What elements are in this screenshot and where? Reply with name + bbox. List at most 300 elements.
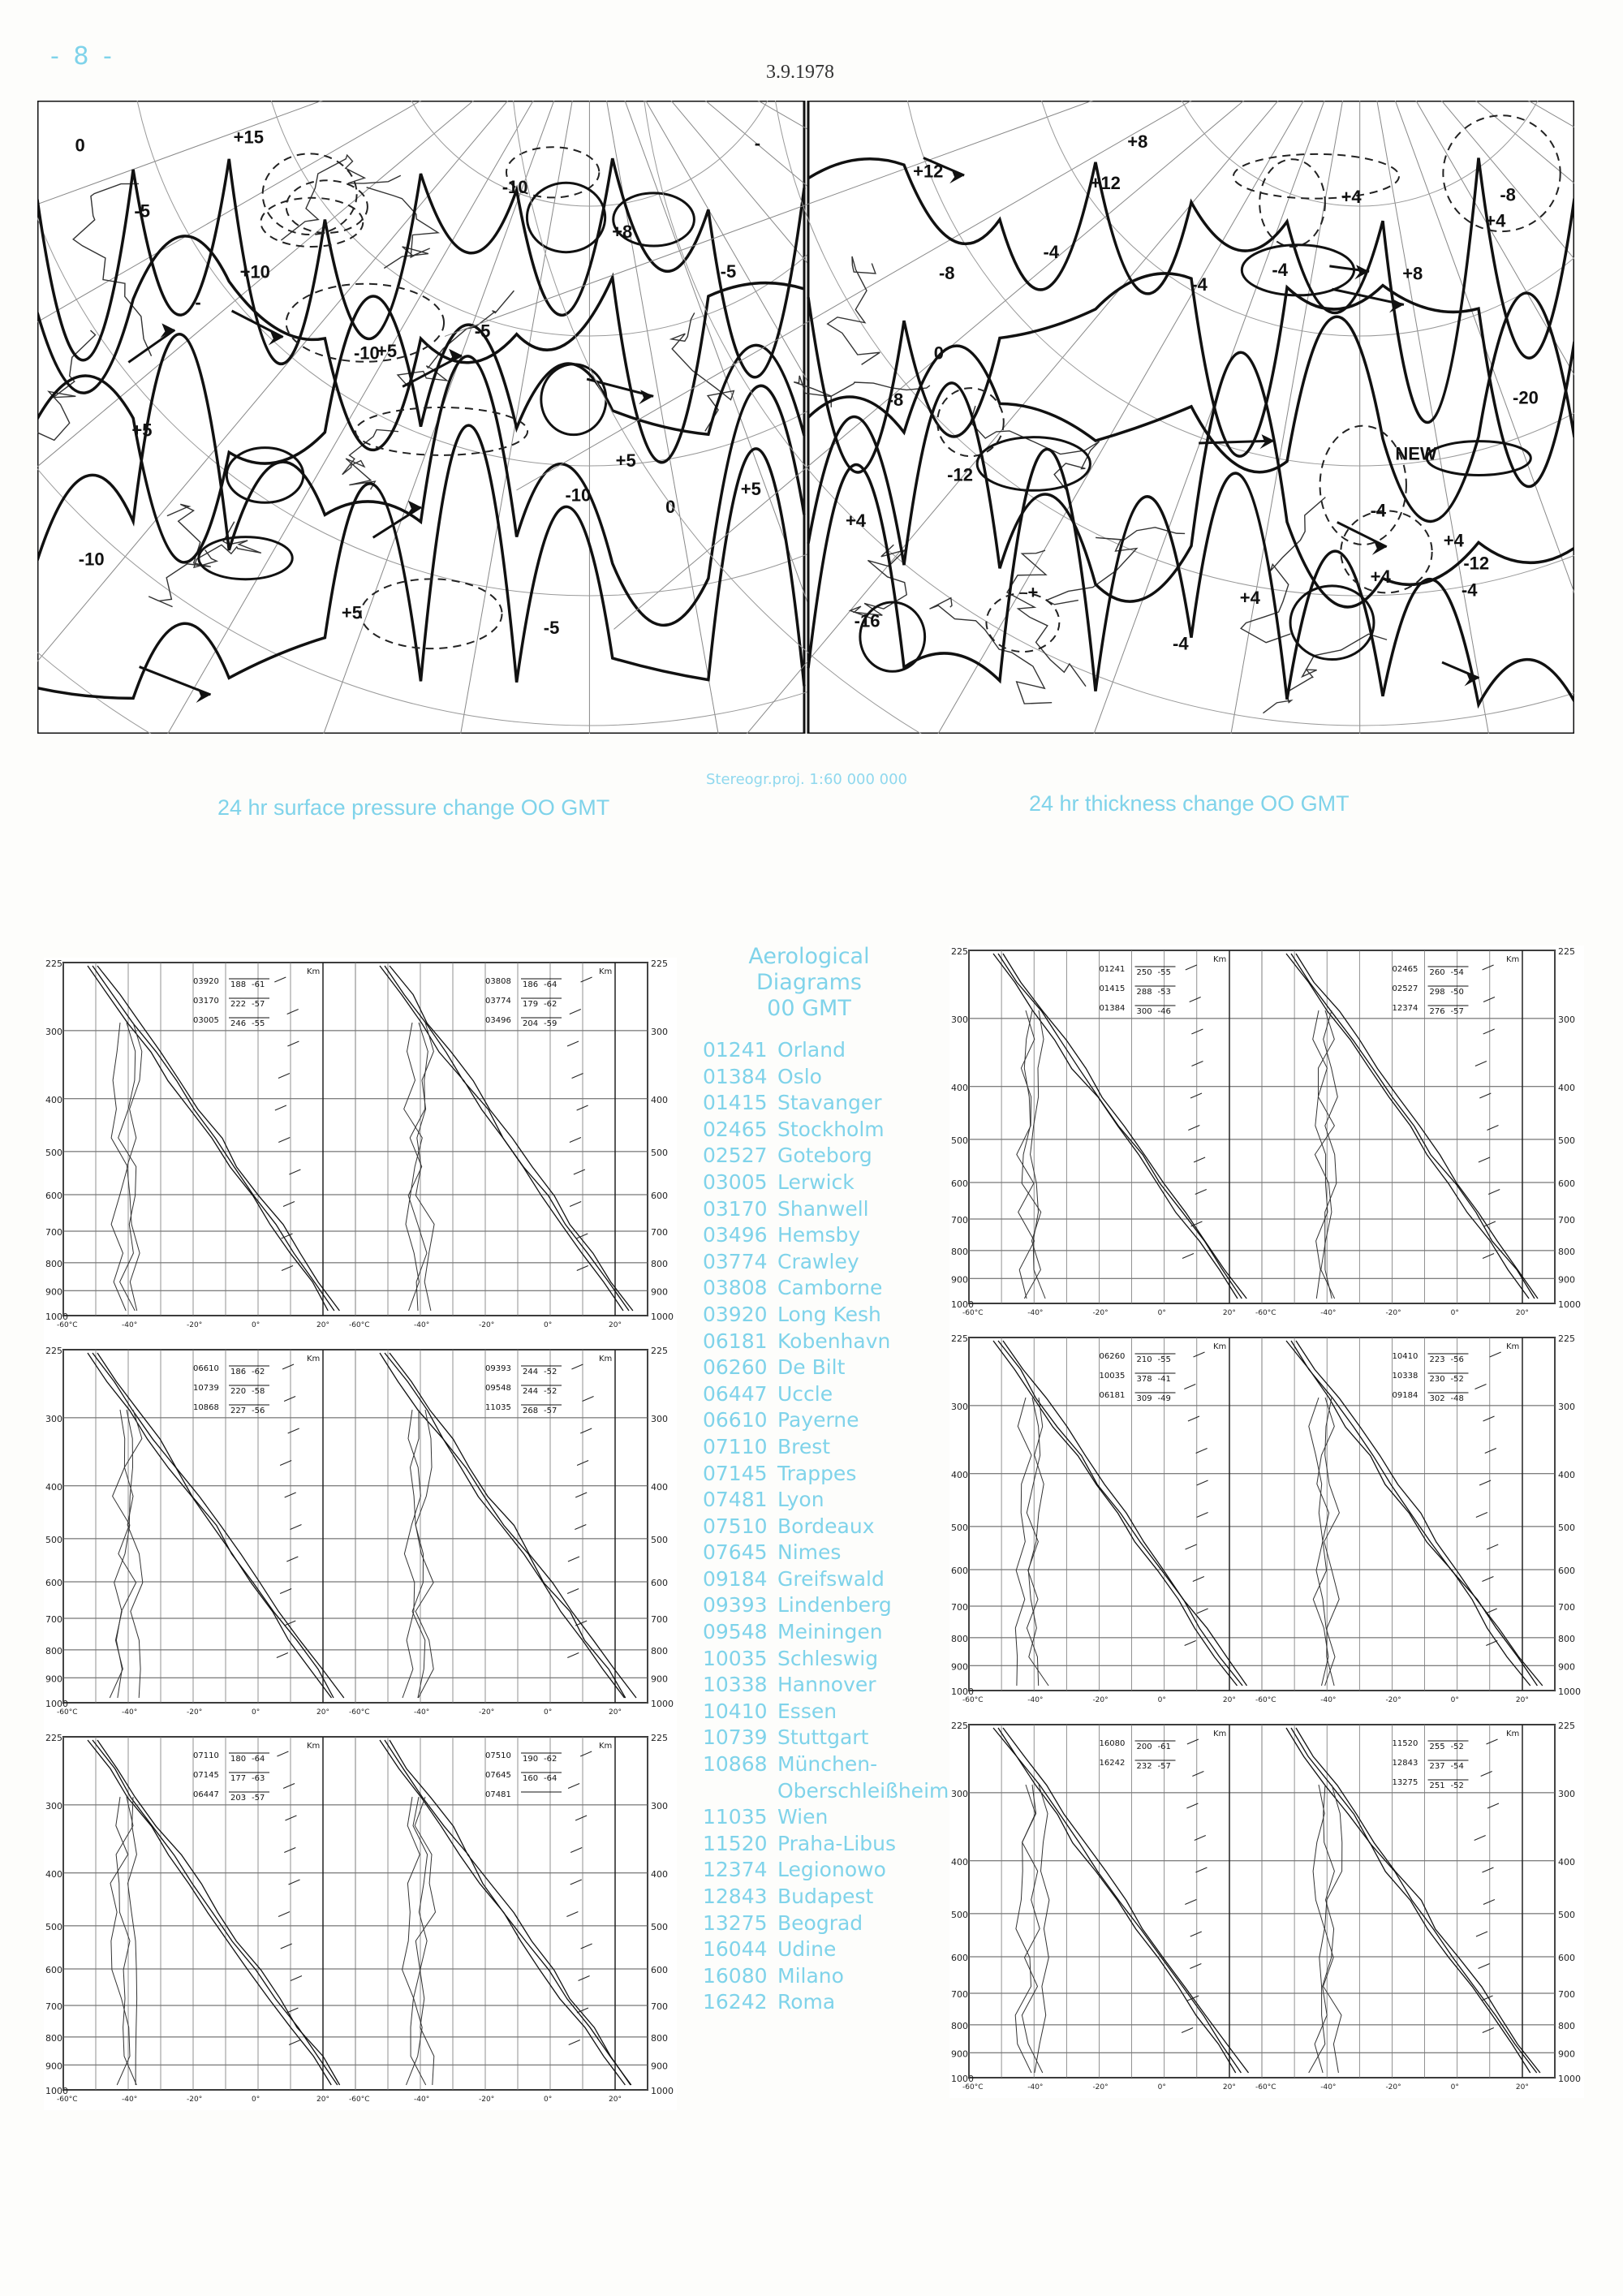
legend-height: 200 (1136, 1742, 1152, 1751)
pressure-label-left: 700 (951, 1601, 968, 1613)
isoline-label: -10 (353, 342, 380, 364)
legend-temp: -59 (544, 1019, 558, 1028)
km-label: Km (599, 1355, 613, 1363)
station-code: 06447 (703, 1381, 768, 1406)
temperature-tick: 0° (544, 2096, 553, 2104)
station-code: 03808 (703, 1276, 768, 1300)
station-name: Nimes (777, 1540, 842, 1565)
station-code: 07145 (703, 1461, 768, 1485)
km-label: Km (1506, 1342, 1520, 1351)
legend-height: 250 (1136, 968, 1152, 977)
temperature-tick: 20° (609, 1708, 622, 1717)
station-name: De Bilt (777, 1355, 846, 1380)
temperature-tick: -20° (1385, 2083, 1401, 2091)
pressure-label-right: 800 (1558, 1633, 1575, 1644)
temperature-tick: 0° (544, 1708, 553, 1717)
legend-temp: -52 (544, 1387, 558, 1396)
pressure-label-right: 300 (1558, 1788, 1575, 1799)
legend-temp: -55 (1157, 968, 1171, 977)
station-name: Oslo (777, 1064, 822, 1088)
aerological-diagrams-right (949, 946, 1584, 2098)
temperature-tick: -40° (122, 1321, 138, 1329)
isoline-label: -4 (1461, 579, 1478, 601)
station-code (703, 1778, 777, 1805)
temperature-tick: -60°C (962, 2083, 984, 2091)
legend-station-code: 03808 (485, 977, 511, 986)
isoline-label: +4 (1370, 566, 1391, 588)
pressure-label-left: 600 (45, 1578, 62, 1589)
station-code: 10868 (703, 1752, 768, 1777)
pressure-label-right: 300 (651, 1800, 668, 1811)
station-name: Legionowo (777, 1858, 886, 1882)
station-name: Stavanger (777, 1091, 882, 1115)
sounding-panel (951, 1333, 1581, 1704)
station-row (703, 1275, 949, 1302)
pressure-label-left: 500 (45, 1534, 62, 1545)
pressure-label-left: 400 (45, 1868, 62, 1880)
station-name: Shanwell (777, 1196, 869, 1221)
pressure-label-right: 1000 (1558, 1299, 1581, 1310)
sounding-panel (951, 946, 1581, 1317)
legend-temp: -58 (252, 1387, 265, 1396)
station-name: Roma (777, 1990, 836, 2014)
pressure-label-right: 400 (1558, 1469, 1575, 1480)
isoline-label: -10 (502, 177, 528, 198)
station-name: Schleswig (777, 1646, 879, 1670)
station-row (703, 1196, 949, 1223)
legend-height: 246 (230, 1019, 247, 1028)
pressure-label-left: 700 (951, 1988, 968, 2000)
temperature-tick: 0° (1450, 2083, 1459, 2091)
legend-height: 255 (1429, 1742, 1445, 1751)
km-label: Km (1213, 955, 1227, 964)
temperature-tick: 0° (1450, 1696, 1459, 1704)
legend-temp: -54 (1450, 1762, 1464, 1771)
legend-station-code: 09184 (1392, 1391, 1419, 1400)
temperature-tick: -60°C (962, 1696, 984, 1704)
station-row (703, 1249, 949, 1276)
pressure-label-right: 225 (1558, 1333, 1575, 1344)
isoline-label: -5 (543, 618, 560, 639)
station-code: 01241 (703, 1038, 768, 1062)
temperature-tick: -40° (1027, 1309, 1044, 1317)
pressure-label-left: 1000 (951, 1686, 974, 1697)
legend-height: 179 (523, 1000, 539, 1009)
isoline-label: +4 (1239, 587, 1260, 608)
pressure-label-left: 300 (951, 1014, 968, 1025)
isoline-label: +5 (615, 450, 636, 472)
temperature-tick: 20° (1515, 1309, 1529, 1317)
legend-station-code: 10410 (1392, 1352, 1419, 1361)
pressure-label-left: 600 (951, 1953, 968, 1964)
pressure-label-left: 400 (951, 1469, 968, 1480)
isoline-label: -5 (474, 321, 491, 342)
pressure-label-right: 400 (651, 1481, 668, 1493)
legend-station-code: 07645 (485, 1771, 511, 1780)
legend-station-code: 07510 (485, 1751, 511, 1760)
temperature-tick: -40° (1320, 1696, 1337, 1704)
legend-temp: -52 (1450, 1742, 1464, 1751)
isoline-label: +8 (612, 222, 633, 243)
station-code: 07645 (703, 1540, 768, 1565)
legend-station-code: 16080 (1099, 1739, 1126, 1748)
pressure-label-left: 900 (45, 1674, 62, 1685)
legend-station-code: 01384 (1099, 1004, 1126, 1013)
legend-temp: -53 (1157, 988, 1171, 997)
legend-height: 237 (1429, 1762, 1445, 1771)
legend-height: 230 (1429, 1375, 1445, 1384)
pressure-label-right: 700 (1558, 1601, 1575, 1613)
isoline-label: -10 (565, 485, 592, 506)
km-label: Km (307, 1355, 321, 1363)
station-row (703, 1302, 949, 1329)
station-name: Trappes (777, 1461, 857, 1485)
legend-temp: -62 (252, 1368, 265, 1376)
legend-height: 244 (523, 1387, 539, 1396)
pressure-label-left: 1000 (45, 1312, 68, 1322)
station-name: Oberschleißheim (777, 1778, 949, 1803)
legend-height: 251 (1429, 1781, 1445, 1790)
legend-station-code: 06260 (1099, 1352, 1126, 1361)
station-row (703, 1222, 949, 1249)
isoline-label: +4 (845, 510, 867, 532)
pressure-label-left: 900 (951, 2048, 968, 2060)
station-row (703, 1857, 949, 1884)
pressure-label-left: 800 (45, 2032, 62, 2044)
pressure-label-left: 225 (951, 1721, 968, 1731)
station-code: 01384 (703, 1064, 768, 1088)
pressure-label-right: 700 (1558, 1214, 1575, 1226)
pressure-label-right: 300 (1558, 1401, 1575, 1412)
station-name: Hannover (777, 1673, 876, 1697)
temperature-tick: 0° (252, 1321, 260, 1329)
station-name: Beograd (777, 1910, 863, 1935)
isoline-label: +15 (233, 127, 264, 148)
pressure-label-left: 700 (45, 1613, 62, 1625)
pressure-label-right: 800 (1558, 1246, 1575, 1257)
station-row (703, 1170, 949, 1196)
pressure-label-left: 800 (45, 1645, 62, 1656)
station-name: Lindenberg (777, 1593, 892, 1618)
pressure-label-right: 900 (1558, 2048, 1575, 2060)
aerological-title-line3: 00 GMT (767, 996, 851, 1021)
isoline-label: -4 (1043, 241, 1060, 262)
legend-height: 378 (1136, 1375, 1152, 1384)
legend-temp: -57 (544, 1406, 558, 1415)
km-label: Km (599, 967, 613, 976)
legend-temp: -57 (252, 1000, 265, 1009)
isoline-label: -4 (1272, 259, 1288, 280)
isoline-label: +12 (913, 161, 944, 182)
pressure-label-left: 400 (951, 1856, 968, 1867)
legend-station-code: 11035 (485, 1403, 511, 1412)
legend-station-code: 16242 (1099, 1759, 1126, 1768)
isoline-label: -5 (134, 200, 150, 222)
pressure-label-left: 500 (951, 1135, 968, 1146)
legend-height: 188 (230, 980, 247, 989)
surface-pressure-caption: 24 hr surface pressure change OO GMT (217, 795, 610, 820)
station-code: 06260 (703, 1355, 768, 1380)
station-code: 02465 (703, 1117, 768, 1141)
pressure-label-right: 400 (651, 1094, 668, 1105)
station-row (703, 1566, 949, 1593)
legend-temp: -54 (1450, 968, 1464, 977)
aerological-title (700, 944, 919, 1022)
page-number: - 8 - (50, 42, 115, 71)
temperature-tick: -20° (479, 1708, 495, 1717)
temperature-tick: 0° (252, 1708, 260, 1717)
station-row (703, 1143, 949, 1170)
temperature-tick: 20° (609, 2096, 622, 2104)
temperature-tick: -60°C (1255, 1696, 1276, 1704)
legend-height: 204 (523, 1019, 539, 1028)
legend-height: 220 (230, 1387, 247, 1396)
station-code: 03496 (703, 1223, 768, 1247)
legend-station-code: 13275 (1392, 1778, 1419, 1787)
station-code: 01415 (703, 1091, 768, 1115)
station-row (703, 1751, 949, 1778)
isoline-label: -12 (1463, 553, 1490, 574)
station-code: 09184 (703, 1566, 768, 1591)
km-label: Km (1506, 1730, 1520, 1738)
legend-station-code: 06181 (1099, 1391, 1126, 1400)
legend-temp: -46 (1157, 1007, 1171, 1016)
isoline-label: -8 (1500, 184, 1516, 205)
pressure-label-left: 600 (45, 1191, 62, 1202)
legend-height: 177 (230, 1774, 247, 1783)
pressure-label-left: 1000 (951, 2074, 974, 2084)
temperature-tick: -20° (479, 2096, 495, 2104)
isoline-label: -10 (78, 549, 105, 570)
legend-height: 160 (523, 1774, 539, 1783)
temperature-tick: 0° (1450, 1309, 1459, 1317)
isoline-label: -20 (1513, 387, 1539, 408)
pressure-label-left: 800 (951, 2020, 968, 2031)
legend-temp: -64 (544, 980, 558, 989)
temperature-tick: -60°C (57, 2096, 78, 2104)
station-code: 07481 (703, 1488, 768, 1512)
legend-height: 298 (1429, 988, 1445, 997)
isoline-label: +10 (239, 261, 270, 282)
station-row (703, 1487, 949, 1514)
pressure-label-right: 1000 (651, 2086, 674, 2096)
station-code: 06610 (703, 1408, 768, 1432)
pressure-label-right: 500 (651, 1921, 668, 1932)
legend-station-code: 02465 (1392, 965, 1419, 974)
pressure-label-left: 500 (951, 1522, 968, 1533)
isoline-label: +5 (131, 420, 153, 441)
pressure-label-right: 1000 (1558, 2074, 1581, 2084)
pressure-label-right: 500 (651, 1534, 668, 1545)
temperature-tick: -40° (1027, 1696, 1044, 1704)
isoline-label: +4 (1485, 210, 1506, 231)
temperature-tick: -20° (187, 1708, 203, 1717)
legend-temp: -52 (544, 1368, 558, 1376)
pressure-label-right: 700 (1558, 1988, 1575, 2000)
pressure-label-left: 800 (951, 1246, 968, 1257)
legend-temp: -56 (1450, 1355, 1464, 1364)
pressure-label-right: 900 (1558, 1274, 1575, 1286)
legend-height: 222 (230, 1000, 247, 1009)
legend-temp: -50 (1450, 988, 1464, 997)
pressure-label-left: 225 (45, 1733, 62, 1743)
temperature-tick: -60°C (57, 1708, 78, 1717)
station-row (703, 1461, 949, 1488)
pressure-label-right: 1000 (651, 1312, 674, 1322)
station-code: 11035 (703, 1805, 768, 1829)
station-name: Lerwick (777, 1170, 855, 1194)
pressure-label-right: 800 (651, 1645, 668, 1656)
temperature-tick: -60°C (962, 1309, 984, 1317)
legend-station-code: 03496 (485, 1016, 511, 1025)
station-code: 13275 (703, 1910, 768, 1935)
map-frame (37, 101, 804, 734)
map-frame (808, 101, 1574, 734)
temperature-tick: -60°C (349, 1321, 370, 1329)
legend-temp: -52 (1450, 1375, 1464, 1384)
legend-station-code: 09393 (485, 1364, 511, 1373)
legend-temp: -64 (252, 1755, 265, 1764)
sounding-panel (45, 1346, 674, 1717)
thickness-caption: 24 hr thickness change OO GMT (1029, 791, 1350, 816)
pressure-label-right: 800 (651, 2032, 668, 2044)
pressure-label-right: 225 (1558, 946, 1575, 957)
temperature-tick: -40° (1320, 2083, 1337, 2091)
station-row (703, 1434, 949, 1461)
pressure-label-left: 400 (45, 1481, 62, 1493)
pressure-label-right: 800 (651, 1258, 668, 1269)
pressure-label-left: 700 (951, 1214, 968, 1226)
isoline-label: +8 (1402, 263, 1423, 284)
station-row (703, 1619, 949, 1646)
legend-height: 186 (523, 980, 539, 989)
station-row (703, 1699, 949, 1725)
isoline-label: - (195, 292, 201, 313)
station-row (703, 1540, 949, 1566)
legend-station-code: 06610 (193, 1364, 219, 1373)
pressure-label-left: 800 (45, 1258, 62, 1269)
isoline-label: +5 (740, 478, 761, 499)
legend-station-code: 10035 (1099, 1372, 1126, 1381)
legend-temp: -49 (1157, 1394, 1171, 1403)
station-name: Meiningen (777, 1620, 883, 1644)
legend-station-code: 02527 (1392, 984, 1419, 993)
station-row (703, 1672, 949, 1699)
station-code: 07510 (703, 1514, 768, 1538)
sounding-panel (45, 958, 674, 1329)
pressure-label-left: 700 (45, 2001, 62, 2012)
station-name: Stuttgart (777, 1725, 869, 1750)
legend-height: 180 (230, 1755, 247, 1764)
station-code: 11520 (703, 1831, 768, 1855)
legend-station-code: 10739 (193, 1384, 219, 1393)
legend-height: 186 (230, 1368, 247, 1376)
temperature-tick: -20° (1092, 1696, 1109, 1704)
temperature-tick: -20° (479, 1321, 495, 1329)
legend-height: 302 (1429, 1394, 1445, 1403)
station-code: 12374 (703, 1858, 768, 1882)
station-name: Milano (777, 1963, 844, 1988)
pressure-label-left: 800 (951, 1633, 968, 1644)
legend-height: 276 (1429, 1007, 1445, 1016)
station-row (703, 1381, 949, 1408)
station-name: Greifswald (777, 1566, 885, 1591)
legend-temp: -57 (252, 1794, 265, 1803)
pressure-label-right: 225 (651, 958, 668, 969)
legend-temp: -52 (1450, 1781, 1464, 1790)
isoline-label: +5 (377, 341, 398, 362)
pressure-label-right: 400 (651, 1868, 668, 1880)
pressure-label-right: 225 (651, 1346, 668, 1356)
station-row (703, 1090, 949, 1117)
pressure-label-left: 225 (951, 946, 968, 957)
legend-height: 210 (1136, 1355, 1152, 1364)
station-name: Kobenhavn (777, 1329, 891, 1353)
temperature-tick: -60°C (349, 1708, 370, 1717)
station-name: Essen (777, 1699, 837, 1723)
pressure-label-left: 400 (45, 1094, 62, 1105)
temperature-tick: -20° (187, 2096, 203, 2104)
pressure-label-right: 300 (1558, 1014, 1575, 1025)
legend-station-code: 03170 (193, 997, 219, 1006)
isoline-label: 0 (75, 135, 85, 156)
legend-height: 300 (1136, 1007, 1152, 1016)
isoline-label: +4 (1443, 530, 1464, 551)
station-name: Udine (777, 1937, 837, 1962)
station-name: Uccle (777, 1381, 833, 1406)
pressure-label-right: 900 (651, 1286, 668, 1298)
legend-station-code: 03920 (193, 977, 219, 986)
pressure-label-left: 300 (951, 1788, 968, 1799)
legend-height: 190 (523, 1755, 539, 1764)
temperature-tick: -20° (187, 1321, 203, 1329)
isoline-label: -4 (1173, 633, 1189, 654)
legend-temp: -48 (1450, 1394, 1464, 1403)
temperature-tick: -40° (1027, 2083, 1044, 2091)
station-code: 07110 (703, 1434, 768, 1458)
pressure-label-right: 225 (1558, 1721, 1575, 1731)
legend-station-code: 03774 (485, 997, 511, 1006)
legend-station-code: 10338 (1392, 1372, 1419, 1381)
temperature-tick: 20° (1515, 1696, 1529, 1704)
pressure-label-right: 600 (1558, 1566, 1575, 1577)
isoline-label: +5 (341, 602, 363, 623)
legend-temp: -56 (252, 1406, 265, 1415)
legend-height: 288 (1136, 988, 1152, 997)
isoline-label: -12 (947, 464, 973, 485)
station-code: 03005 (703, 1170, 768, 1194)
temperature-tick: -40° (414, 2096, 430, 2104)
pressure-label-left: 225 (951, 1333, 968, 1344)
station-row (703, 1064, 949, 1091)
station-name: Brest (777, 1434, 831, 1458)
station-name: Goteborg (777, 1144, 872, 1168)
pressure-label-right: 600 (651, 1965, 668, 1976)
temperature-tick: -20° (1092, 1309, 1109, 1317)
page-date: 3.9.1978 (766, 62, 834, 83)
pressure-label-right: 600 (1558, 1178, 1575, 1190)
station-name: Hemsby (777, 1223, 861, 1247)
temperature-tick: 20° (1515, 2083, 1529, 2091)
temperature-tick: -20° (1092, 2083, 1109, 2091)
station-code: 10338 (703, 1673, 768, 1697)
legend-station-code: 07110 (193, 1751, 219, 1760)
station-row (703, 1037, 949, 1064)
pressure-label-right: 1000 (651, 1699, 674, 1709)
sounding-panel (45, 1733, 674, 2104)
pressure-label-right: 900 (651, 1674, 668, 1685)
station-row (703, 1725, 949, 1751)
